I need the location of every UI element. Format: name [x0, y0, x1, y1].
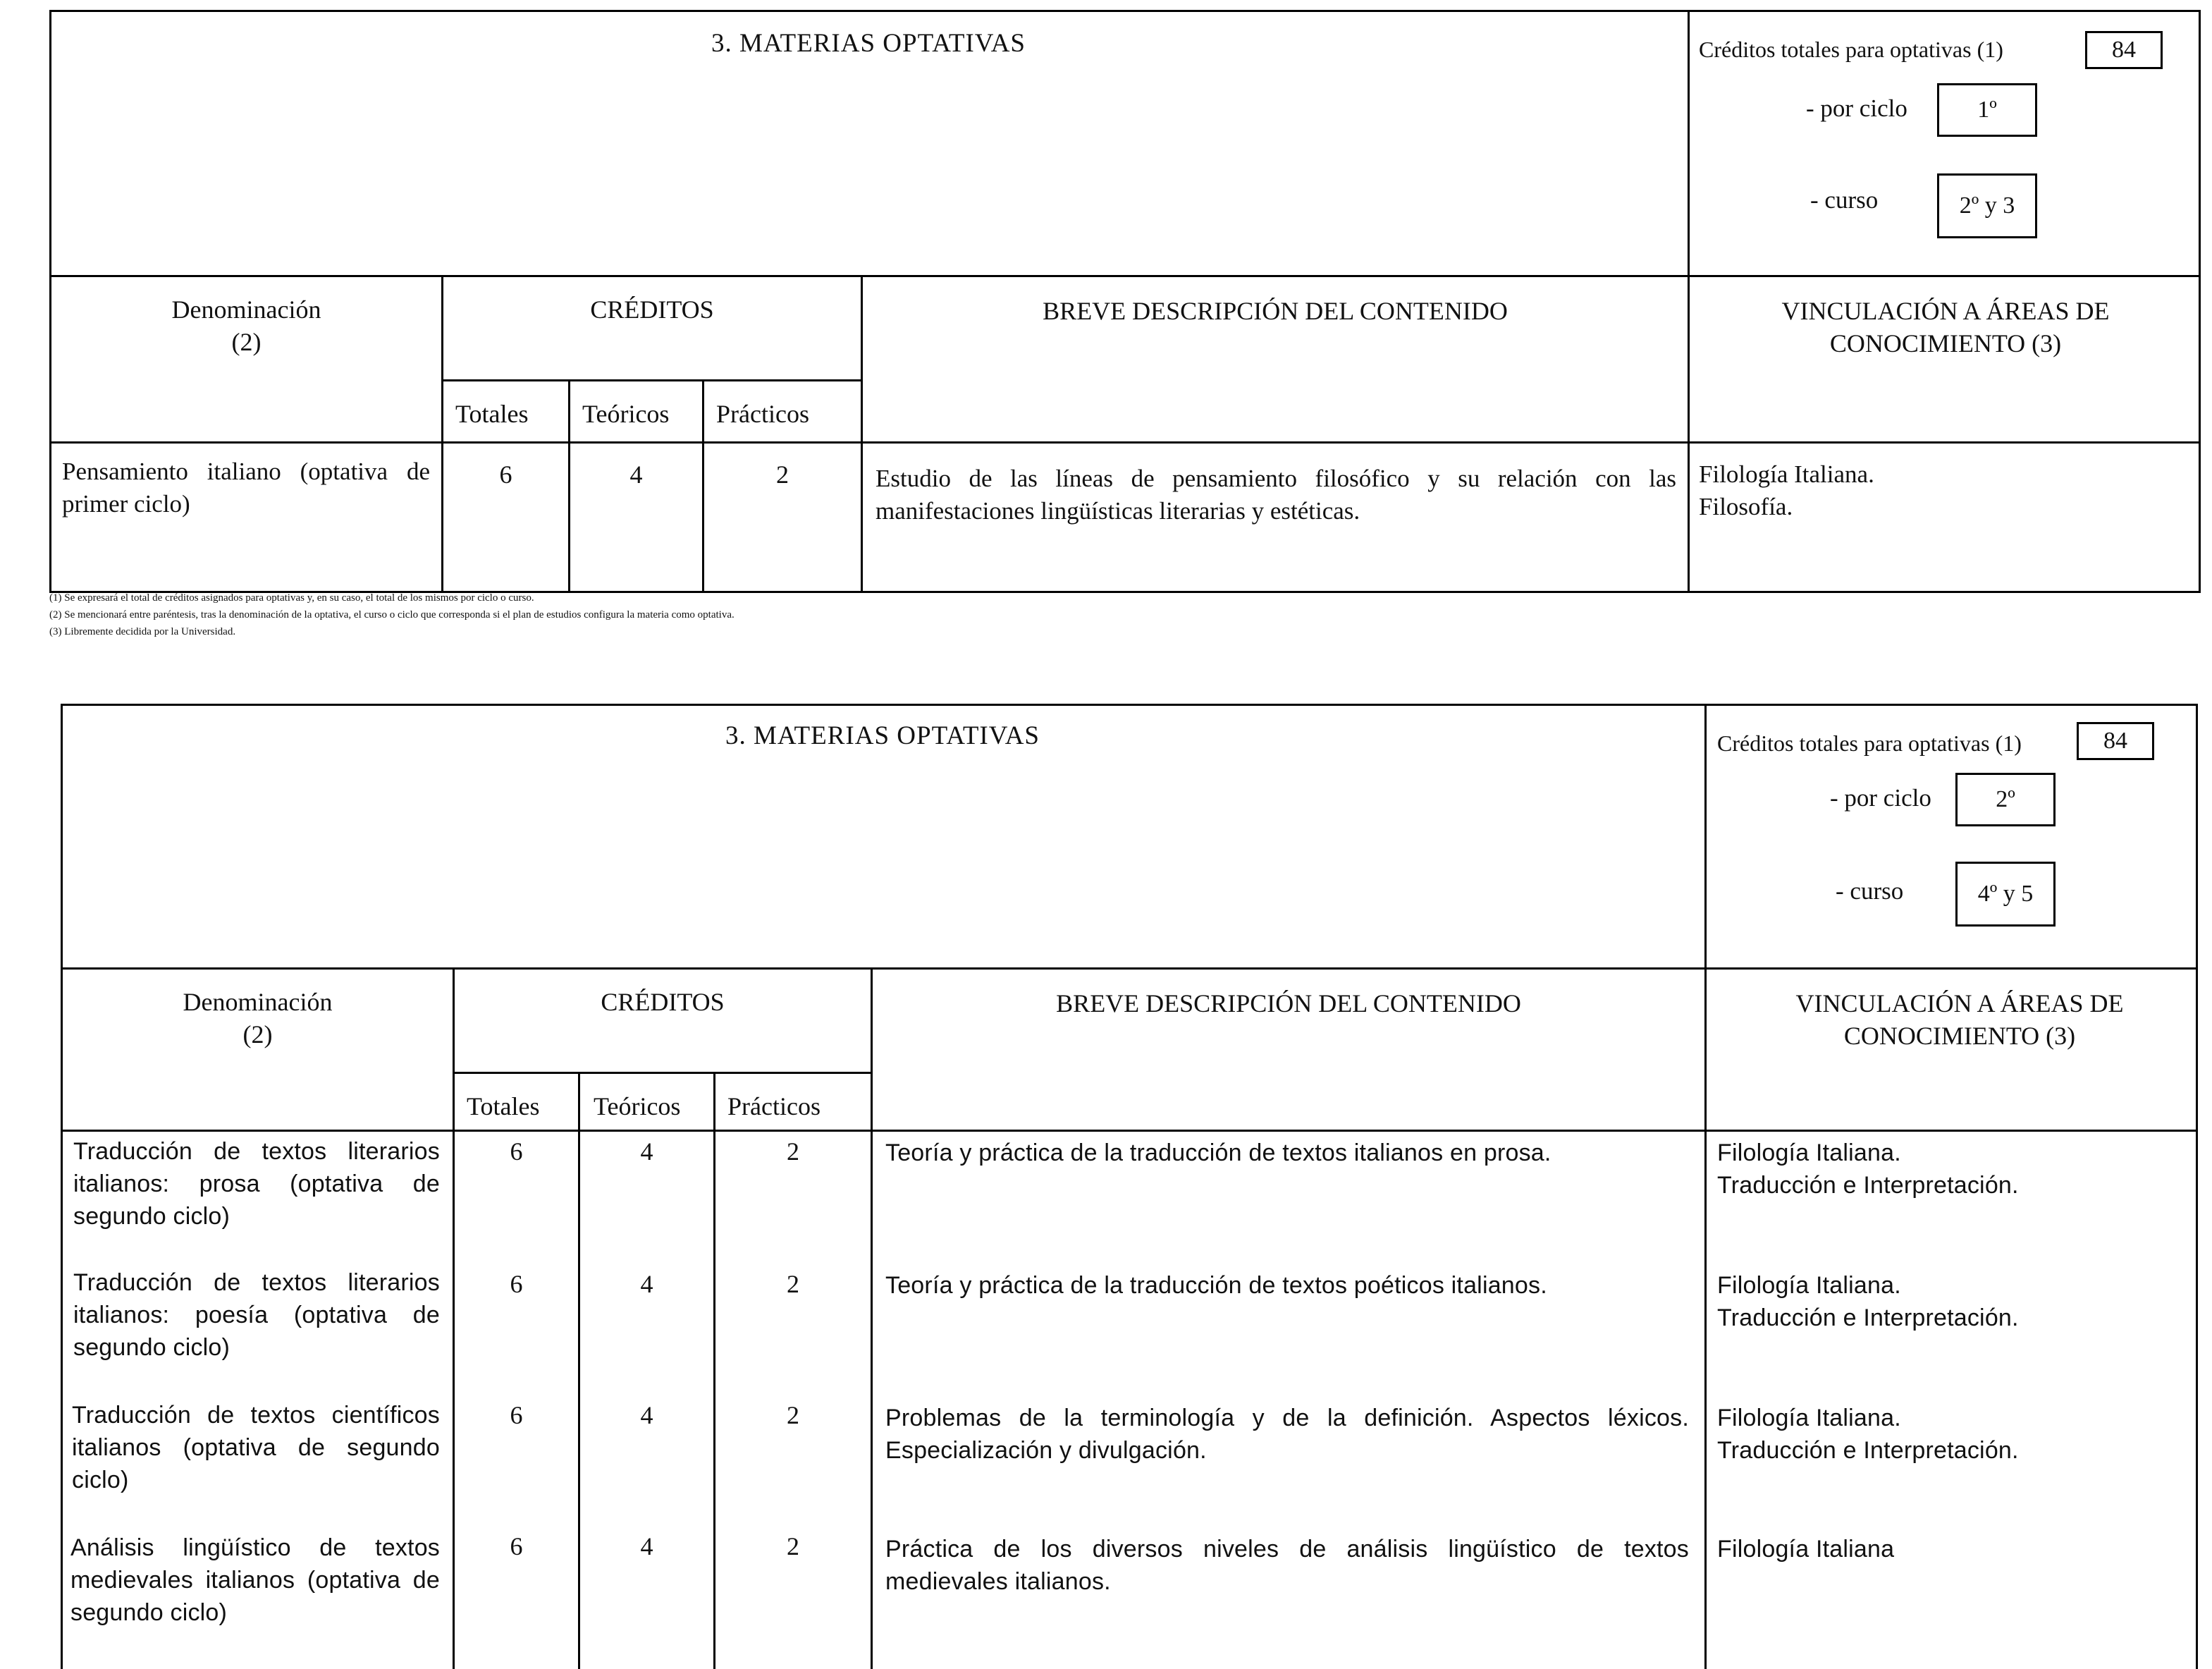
table2-header-divider	[61, 967, 2198, 970]
table1-por-ciclo-box: 1º	[1937, 83, 2037, 137]
table1-right-border	[2199, 10, 2201, 593]
table2-left-border	[61, 704, 63, 1669]
table2-right-border	[2196, 704, 2198, 1669]
denominacion-note: (2)	[242, 1020, 273, 1049]
row-descripcion: Teoría y práctica de la traducción de textos italianos en prosa.	[885, 1139, 1552, 1166]
row-denominacion: Análisis lingüístico de textos medievales italianos (optativa de segundo ciclo)	[70, 1534, 440, 1626]
table2-row-divider	[61, 1130, 2198, 1132]
table1-row-vinculacion-2: Filosofía.	[1699, 493, 1793, 520]
row-totales: 6	[510, 1270, 523, 1298]
footnote-3: (3) Libremente decidida por la Universidad.	[49, 626, 236, 637]
row-vinculacion-1: Filología Italiana.	[1717, 1405, 1901, 1431]
denominacion-note: (2)	[231, 328, 262, 356]
row-vinculacion-2: Traducción e Interpretación.	[1717, 1172, 2019, 1199]
row-descripcion: Problemas de la terminología y de la definición. Aspectos léxicos. Especialización y divulgación.	[885, 1405, 1689, 1464]
table1-row-divider	[49, 441, 2201, 444]
row-practicos: 2	[787, 1270, 799, 1298]
table1-header-totales: Totales	[455, 400, 529, 428]
footnote-2: (2) Se mencionará entre paréntesis, tras la denominación de la optativa, el curso o ciclo que corresponda si el plan de estudios configura la materia como optativa.	[49, 609, 735, 620]
table2-creditos-box: 84	[2077, 722, 2154, 760]
row-vinculacion-1: Filología Italiana.	[1717, 1139, 1901, 1166]
table2-curso-box: 4º y 5	[1955, 862, 2056, 927]
table2-col-divider-cred	[453, 967, 455, 1669]
table2-por-ciclo-box: 2º	[1955, 773, 2056, 826]
table2-title: 3. MATERIAS OPTATIVAS	[725, 721, 1040, 750]
table2-header-creditos: CRÉDITOS	[601, 988, 725, 1016]
row-teoricos: 4	[640, 1137, 653, 1166]
row-practicos: 2	[787, 1532, 799, 1560]
footnote-1: (1) Se expresará el total de créditos asignados para optativas y, en su caso, el total de los mismos por ciclo o curso.	[49, 592, 534, 604]
row-teoricos: 4	[640, 1270, 653, 1298]
row-vinculacion-2: Traducción e Interpretación.	[1717, 1304, 2019, 1331]
table1-title: 3. MATERIAS OPTATIVAS	[711, 29, 1026, 58]
table1-creditos-label: Créditos totales para optativas (1)	[1699, 37, 2003, 62]
table1-header-divider	[49, 275, 2201, 277]
row-totales: 6	[510, 1401, 523, 1429]
table1-por-ciclo-label: - por ciclo	[1806, 94, 1907, 122]
table1-creditos-box: 84	[2085, 31, 2163, 69]
table1-header-creditos: CRÉDITOS	[590, 295, 714, 324]
table2-col-divider-vinc	[1704, 704, 1707, 1669]
row-vinculacion-2: Traducción e Interpretación.	[1717, 1437, 2019, 1464]
table1-header-descripcion: BREVE DESCRIPCIÓN DEL CONTENIDO	[1043, 297, 1508, 325]
table2-curso-label: - curso	[1836, 877, 1904, 905]
table1-col-divider-vinc	[1688, 10, 1690, 593]
table2-col-divider-desc	[871, 967, 873, 1669]
table2-header-totales: Totales	[467, 1092, 540, 1120]
table2-creditos-label: Créditos totales para optativas (1)	[1717, 730, 2022, 756]
row-practicos: 2	[787, 1401, 799, 1429]
table1-curso-label: - curso	[1810, 186, 1879, 214]
table1-curso-box: 2º y 3	[1937, 173, 2037, 238]
row-teoricos: 4	[640, 1401, 653, 1429]
row-vinculacion-1: Filología Italiana	[1717, 1536, 1895, 1563]
table1-row-vinculacion-1: Filología Italiana.	[1699, 460, 1874, 488]
table1-row-teoricos: 4	[629, 460, 643, 489]
denominacion-label: Denominación	[171, 295, 321, 324]
row-denominacion: Traducción de textos científicos italianos (optativa de segundo ciclo)	[72, 1402, 440, 1493]
table2-header-teoricos: Teóricos	[594, 1092, 681, 1120]
row-practicos: 2	[787, 1137, 799, 1166]
table1-header-vinculacion: VINCULACIÓN A ÁREAS DE CONOCIMIENTO (3)	[1781, 297, 2110, 357]
row-vinculacion-1: Filología Italiana.	[1717, 1272, 1901, 1299]
table2-header-descripcion: BREVE DESCRIPCIÓN DEL CONTENIDO	[1056, 989, 1521, 1017]
row-descripcion: Práctica de los diversos niveles de análisis lingüístico de textos medievales italianos.	[885, 1536, 1689, 1595]
row-teoricos: 4	[640, 1532, 653, 1560]
row-denominacion: Traducción de textos literarios italianos: poesía (optativa de segundo ciclo)	[73, 1269, 440, 1361]
table1-row-practicos: 2	[776, 460, 789, 489]
table2-header-vinculacion: VINCULACIÓN A ÁREAS DE CONOCIMIENTO (3)	[1795, 989, 2124, 1050]
table1-row-denominacion: Pensamiento italiano (optativa de primer ciclo)	[62, 458, 430, 518]
table2-top-border	[61, 704, 2198, 706]
table1-row-descripcion: Estudio de las líneas de pensamiento filosófico y su relación con las manifestaciones lingüísticas literarias y estéticas.	[875, 465, 1676, 525]
table1-creditos-divider	[441, 379, 863, 381]
table2-header-denominacion	[63, 986, 453, 1051]
table1-row-totales: 6	[499, 460, 512, 489]
table2-header-practicos: Prácticos	[727, 1092, 821, 1120]
table1-header-denominacion	[51, 293, 441, 358]
row-denominacion: Traducción de textos literarios italianos: prosa (optativa de segundo ciclo)	[73, 1138, 440, 1230]
row-totales: 6	[510, 1137, 523, 1166]
table1-top-border	[49, 10, 2201, 12]
row-descripcion: Teoría y práctica de la traducción de textos poéticos italianos.	[885, 1272, 1547, 1299]
row-totales: 6	[510, 1532, 523, 1560]
table2-por-ciclo-label: - por ciclo	[1830, 784, 1931, 812]
denominacion-label: Denominación	[183, 988, 333, 1016]
table2-creditos-divider	[453, 1072, 873, 1074]
table1-header-practicos: Prácticos	[716, 400, 809, 428]
table1-header-teoricos: Teóricos	[582, 400, 670, 428]
